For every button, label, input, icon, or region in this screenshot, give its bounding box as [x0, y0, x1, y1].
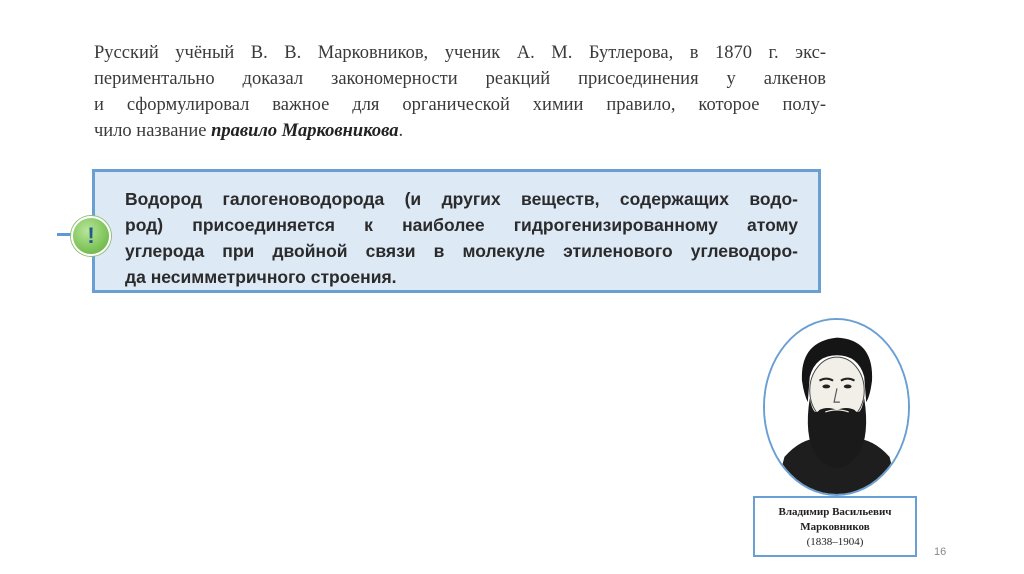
intro-paragraph: [94, 40, 826, 144]
intro-last-suffix: .: [398, 121, 404, 141]
portrait-caption: [753, 496, 917, 557]
intro-line: [94, 118, 826, 144]
rule-box: [92, 169, 821, 293]
rule-line: род) присоединяется к наиболее гидрогенизированному атому: [125, 215, 798, 235]
intro-last-prefix: чило название: [94, 121, 212, 141]
exclamation-badge-icon: !: [71, 216, 111, 256]
rule-name-emphasis: правило Марковникова: [211, 121, 399, 141]
caption-years: (1838–1904): [806, 536, 864, 548]
rule-line: Водород галогеноводорода (и других веществ, содержащих водо-: [125, 189, 798, 209]
rule-line: да несимметричного строения.: [125, 267, 397, 287]
portrait-oval: [763, 318, 910, 496]
rule-line: углерода при двойной связи в молекуле этиленового углеводоро-: [125, 241, 798, 261]
caption-name-last: Марковников: [800, 521, 870, 533]
rule-text: [125, 186, 798, 290]
portrait-image: [765, 320, 908, 494]
intro-line: Русский учёный В. В. Марковников, ученик А. М. Бутлерова, в 1870 г. экс-: [94, 43, 826, 63]
intro-line: и сформулировал важное для органической химии правило, которое полу-: [94, 95, 826, 115]
caption-name-first: Владимир Васильевич: [778, 506, 892, 518]
page-number: 16: [934, 546, 947, 558]
intro-line: периментально доказал закономерности реакций присоединения у алкенов: [94, 69, 826, 89]
